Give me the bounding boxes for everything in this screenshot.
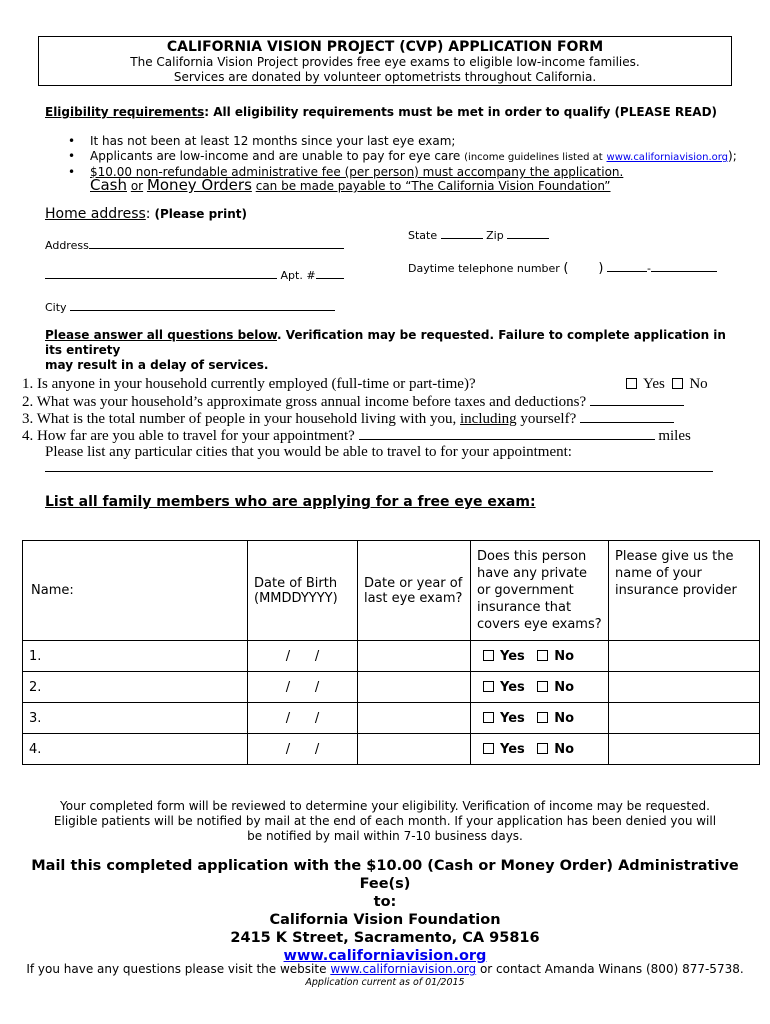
instructions (45, 328, 735, 373)
phone-label: Daytime telephone number (408, 262, 560, 275)
col-provider-header: Please give us the name of your insurance provider (609, 541, 760, 641)
table-row (23, 672, 760, 703)
family-heading: List all family members who are applying for a free eye exam: (45, 494, 536, 510)
no-checkbox[interactable] (537, 650, 548, 661)
org-name: California Vision Foundation (269, 912, 501, 928)
household-size-input[interactable] (580, 410, 674, 423)
no-checkbox[interactable] (537, 681, 548, 692)
home-address-label: Home address (45, 206, 146, 222)
row-insurance-cell: Yes No (471, 641, 609, 672)
table-row (23, 703, 760, 734)
address-input[interactable] (89, 236, 344, 249)
q1-options: Yes No (626, 376, 708, 393)
yes-checkbox[interactable] (483, 650, 494, 661)
table-row (23, 641, 760, 672)
cash-label: Cash (90, 176, 127, 194)
row-provider-cell[interactable] (609, 734, 760, 765)
row-name-cell[interactable]: 1. (23, 641, 248, 672)
col-last-exam-header: Date or year of last eye exam? (358, 541, 471, 641)
row-insurance-cell: Yes No (471, 703, 609, 734)
form-version: Application current as of 01/2015 (305, 977, 465, 988)
row-provider-cell[interactable] (609, 641, 760, 672)
cities-input[interactable] (45, 471, 713, 472)
income-guidelines-note: (income guidelines listed at (464, 152, 603, 163)
row-last-exam-cell[interactable] (358, 703, 471, 734)
q1-yes-checkbox[interactable] (626, 378, 637, 389)
cities-question: Please list any particular cities that you would be able to travel to for your appointment: (45, 444, 572, 460)
row-provider-cell[interactable] (609, 703, 760, 734)
row-dob-cell[interactable]: / / (248, 672, 358, 703)
eligibility-list (68, 134, 748, 180)
row-last-exam-cell[interactable] (358, 672, 471, 703)
payable-label: can be made payable to “The California Vision Foundation” (255, 179, 611, 193)
contact-website-link[interactable]: www.californiavision.org (330, 962, 477, 976)
phone-prefix-input[interactable] (607, 259, 647, 272)
payment-line (90, 176, 611, 194)
apt-input[interactable] (316, 266, 344, 279)
phone-line: Daytime telephone number ( ) - (408, 259, 717, 276)
eligibility-rest: : All eligibility requirements must be met in order to qualify (PLEASE READ) (204, 105, 718, 119)
guidelines-link[interactable]: www.californiavision.org (606, 152, 729, 163)
state-input[interactable] (441, 226, 483, 239)
no-checkbox[interactable] (537, 712, 548, 723)
row-provider-cell[interactable] (609, 672, 760, 703)
eligibility-item-3: • $10.00 non-refundable administrative fee (per person) must accompany the application. (68, 165, 748, 180)
home-address-heading: Home address: (Please print) (45, 206, 247, 222)
question-3: 3. What is the total number of people in your household living with you, including yourself? (22, 410, 674, 428)
phone-number-input[interactable] (651, 259, 717, 272)
no-checkbox[interactable] (537, 743, 548, 754)
row-last-exam-cell[interactable] (358, 641, 471, 672)
row-name-cell[interactable]: 2. (23, 672, 248, 703)
website-link[interactable]: www.californiavision.org (283, 948, 487, 964)
yes-checkbox[interactable] (483, 743, 494, 754)
row-dob-cell[interactable]: / / (248, 641, 358, 672)
row-name-cell[interactable]: 4. (23, 734, 248, 765)
zip-input[interactable] (507, 226, 549, 239)
mail-line-1: Mail this completed application with the $10.00 (Cash or Money Order) Administrative Fee(s) (31, 858, 739, 892)
question-1: 1. Is anyone in your household currently employed (full-time or part-time)? Yes No (22, 376, 708, 392)
col-dob-header: Date of Birth (MMDDYYYY) (248, 541, 358, 641)
yes-checkbox[interactable] (483, 681, 494, 692)
instructions-line-2: may result in a delay of services. (45, 358, 269, 372)
table-row (23, 734, 760, 765)
city-label: City (45, 301, 67, 314)
mail-to: to: (373, 894, 397, 910)
please-print-label: (Please print) (154, 207, 247, 221)
eligibility-label: Eligibility requirements (45, 105, 205, 119)
row-last-exam-cell[interactable] (358, 734, 471, 765)
zip-label: Zip (486, 229, 504, 242)
eligibility-heading (45, 105, 717, 119)
question-2: 2. What was your household’s approximate gross annual income before taxes and deductions? (22, 393, 684, 411)
yes-checkbox[interactable] (483, 712, 494, 723)
apt-label: Apt. # (280, 269, 316, 282)
income-input[interactable] (590, 393, 684, 406)
address-line (45, 236, 344, 252)
row-insurance-cell: Yes No (471, 672, 609, 703)
q1-no-checkbox[interactable] (672, 378, 683, 389)
form-header (38, 36, 732, 86)
table-header-row (23, 541, 760, 641)
instructions-lead: Please answer all questions below (45, 328, 277, 342)
header-line-1: The California Vision Project provides free eye exams to eligible low-income families. (130, 55, 640, 69)
org-address: 2415 K Street, Sacramento, CA 95816 (230, 930, 540, 946)
row-dob-cell[interactable]: / / (248, 703, 358, 734)
question-4: 4. How far are you able to travel for your appointment? miles (22, 428, 691, 444)
family-table (22, 540, 760, 765)
eligibility-item-2: • Applicants are low-income and are unable to pay for eye care (income guidelines listed at www.californiavision.org); (68, 149, 748, 165)
address-input-2[interactable] (45, 266, 277, 279)
mail-instructions (20, 857, 750, 965)
review-notice: Your completed form will be reviewed to determine your eligibility. Verification of income may be requested. Eligible patients will be notified by mail at the end of each month. If your application has been denied you will be notified by mail within 7-10 business days. (53, 799, 717, 843)
travel-distance-input[interactable] (359, 427, 655, 440)
address-label: Address (45, 239, 89, 252)
state-zip-line (408, 226, 549, 242)
money-orders-label: Money Orders (146, 176, 252, 194)
city-line (45, 298, 335, 314)
city-input[interactable] (70, 298, 335, 311)
address-line-2 (45, 266, 344, 282)
form-title: CALIFORNIA VISION PROJECT (CVP) APPLICATION FORM (166, 39, 604, 55)
col-name-header: Name: (23, 541, 248, 641)
row-name-cell[interactable]: 3. (23, 703, 248, 734)
col-insurance-header: Does this person have any private or government insurance that covers eye exams? (471, 541, 609, 641)
eligibility-item-1: • It has not been at least 12 months since your last eye exam; (68, 134, 748, 149)
state-label: State (408, 229, 438, 242)
instructions-rest: . Verification may be requested. Failure to complete application in its entirety (45, 328, 726, 357)
contact-line: If you have any questions please visit the website www.californiavision.org or contact Amanda Winans (800) 877-5738. (26, 962, 744, 976)
header-line-2: Services are donated by volunteer optometrists throughout California. (173, 70, 597, 84)
or-label: or (130, 179, 144, 193)
row-dob-cell[interactable]: / / (248, 734, 358, 765)
row-insurance-cell: Yes No (471, 734, 609, 765)
